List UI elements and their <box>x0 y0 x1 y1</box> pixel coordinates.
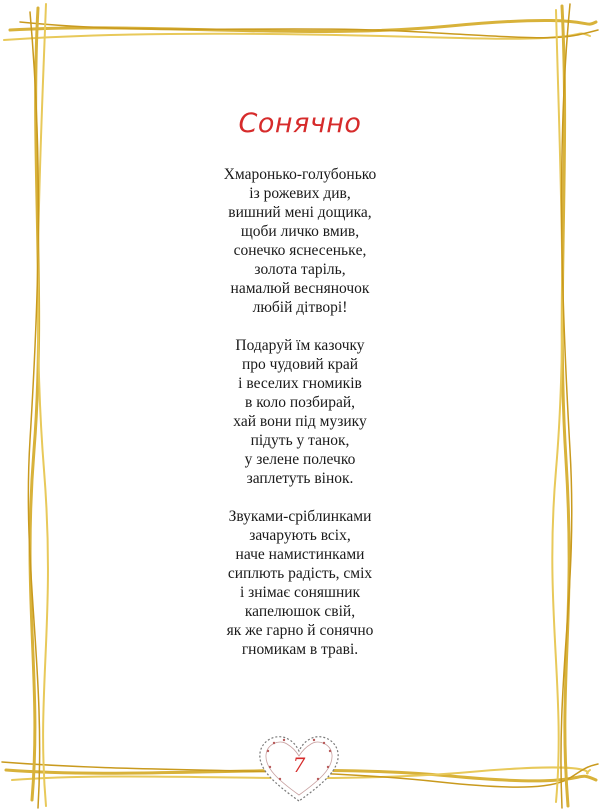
poem-body <box>0 165 600 678</box>
poem-line: любій дітворі! <box>252 299 348 316</box>
poem-line: намалюй весняночок <box>230 280 370 297</box>
stanza-1 <box>0 165 600 317</box>
poem-line: і веселих гномиків <box>238 375 362 392</box>
poem-line: сиплють радість, сміх <box>227 565 373 582</box>
poem-line: заплетуть вінок. <box>246 470 354 487</box>
poem-line: щоби личко вмив, <box>240 223 360 240</box>
page-number: 7 <box>292 753 306 777</box>
poem-line: і знімає соняшник <box>239 584 361 601</box>
poem-line: капелюшок свій, <box>244 603 356 620</box>
stanza-2 <box>0 336 600 488</box>
poem-line: сонечко яснесенькe, <box>233 242 367 259</box>
poem-line: зачарують всіх, <box>249 527 351 544</box>
poem-line: Подаруй їм казочку <box>235 337 365 354</box>
poem-title: Сонячно <box>238 108 362 139</box>
poem-line: наче намистинками <box>235 546 365 563</box>
poem-line: золота таріль, <box>254 261 346 278</box>
stanza-3 <box>0 507 600 659</box>
page-number-heart <box>254 731 344 805</box>
poem-line: вишний мені дощика, <box>228 204 372 221</box>
poem-line: хай вони під музику <box>233 413 367 430</box>
poem-line: Хмаронько-голубонько <box>223 166 377 183</box>
poem-line: гномикам в траві. <box>241 641 359 658</box>
poem-line: в коло позбирай, <box>245 394 355 411</box>
poem-line: Звуками-сріблинками <box>228 508 372 525</box>
poem-line: про чудовий край <box>241 356 359 373</box>
poem-line: підуть у танок, <box>250 432 350 449</box>
poem-line: у зелене полечко <box>244 451 356 468</box>
poem-line: як же гарно й сонячно <box>226 622 374 639</box>
poem-line: із рожевих див, <box>249 185 351 202</box>
